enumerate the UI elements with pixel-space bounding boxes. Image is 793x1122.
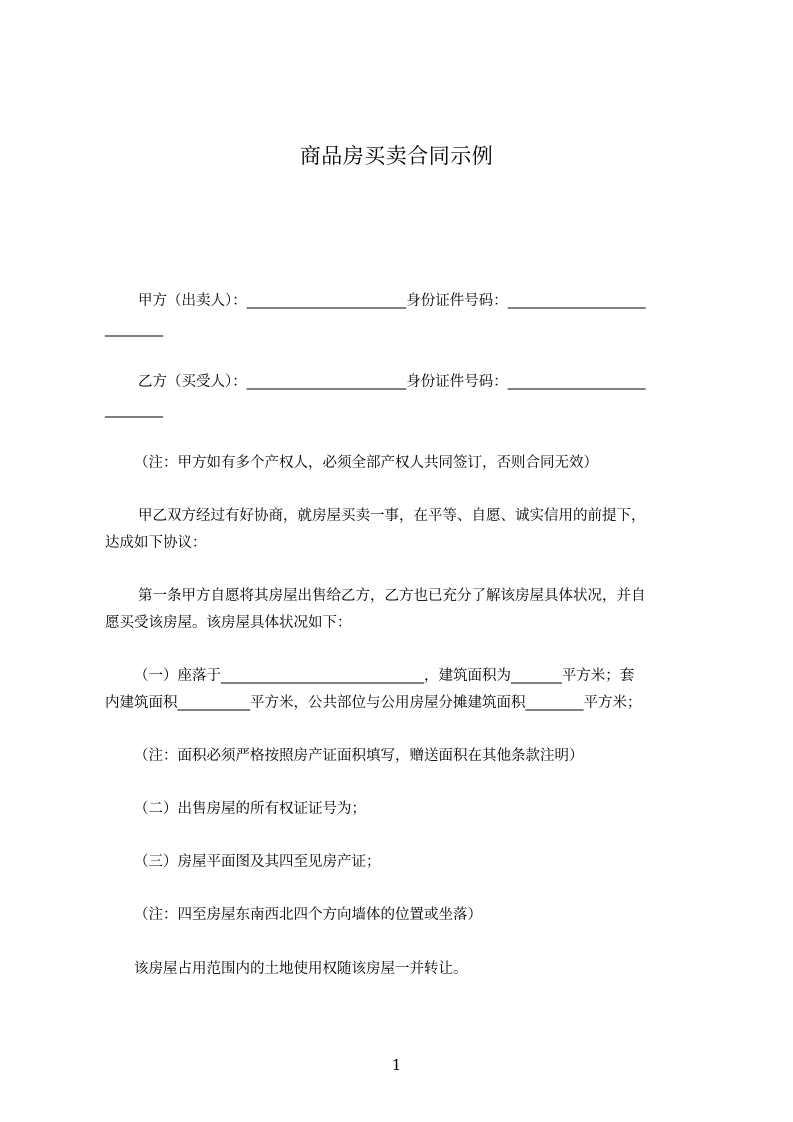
clause-3: （三）房屋平面图及其四至见房产证；: [134, 854, 381, 870]
note-area: （注：面积必须严格按照房产证面积填写，赠送面积在其他条款注明）: [134, 748, 584, 764]
article-1-line-2: 愿买受该房屋。该房屋具体状况如下：: [105, 615, 352, 631]
clause-1-line-2: 内建筑面积__________平方米，公共部位与公用房屋分摊建筑面积________平方米；: [105, 695, 642, 711]
party-b-line-continued: ________: [105, 402, 163, 418]
party-a-line: 甲方（出卖人）：______________________身份证件号码：___________________: [138, 293, 646, 309]
land-use-right-line: 该房屋占用范围内的土地使用权随该房屋一并转让。: [134, 961, 468, 977]
party-b-line: 乙方（买受人）：______________________身份证件号码：___________________: [138, 374, 646, 390]
article-1-line-1: 第一条甲方自愿将其房屋出售给乙方，乙方也已充分了解该房屋具体状况，并自: [138, 588, 646, 604]
preamble-line-1: 甲乙双方经过有好协商，就房屋买卖一事，在平等、自愿、诚实信用的前提下，: [138, 508, 646, 524]
party-a-line-continued: ________: [105, 321, 163, 337]
clause-2: （二）出售房屋的所有权证证号为；: [134, 801, 366, 817]
page-number: 1: [391, 1056, 402, 1074]
clause-1-line-1: （一）座落于____________________________，建筑面积为_______平方米；套: [134, 668, 635, 684]
note-multiple-owners: （注：甲方如有多个产权人，必须全部产权人共同签订，否则合同无效）: [134, 455, 598, 471]
note-boundaries: （注：四至房屋东南西北四个方向墙体的位置或坐落）: [134, 907, 482, 923]
document-title: 商品房买卖合同示例: [299, 144, 494, 168]
preamble-line-2: 达成如下协议：: [105, 535, 207, 551]
